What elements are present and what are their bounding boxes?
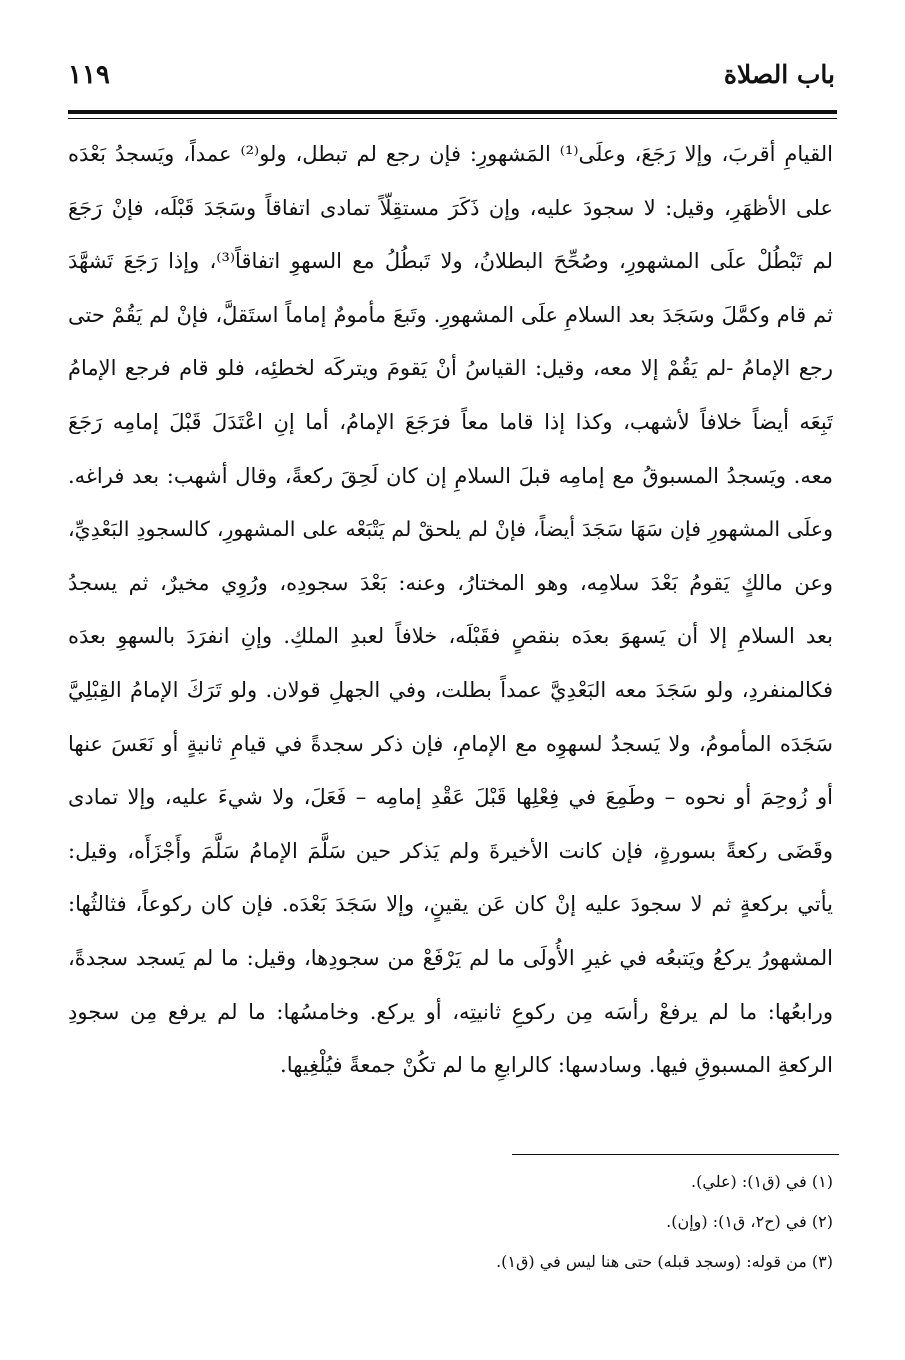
text-line: يأتي بركعةٍ ثم لا سجودَ عليه إنْ كان عَن يقينٍ، وإلا سَجَدَ بَعْدَه. فإن كان ركوعاً، فثالثُها: — [68, 892, 833, 917]
text-line: سَجَدَه المأمومُ، ولا يَسجدُ لسهوِه مع الإمامِ، فإن ذكر سجدةً في قيامِ ثانيةٍ أو نَعَسَ عنها — [68, 731, 833, 756]
chapter-title: باب الصلاة — [723, 60, 835, 89]
text-line: تَبِعَه أيضاً خلافاً لأشهب، وكذا إذا قاما معاً فرَجَعَ الإمامُ، أما إنِ اعْتَدَلَ قَبْلَ إمامِه رَجَعَ — [68, 409, 833, 434]
text-line: الركعةِ المسبوقِ فيها. وسادسها: كالرابعِ ما لم تكُنْ جمعةً فيُلْغِيها. — [280, 1053, 833, 1078]
text-line: بعد السلامِ إلا أن يَسهوَ بعدَه بنقصٍ فقَبْلَه، خلافاً لعبدِ الملكِ. وإنِ انفرَدَ بالسهوِ بعدَه — [68, 624, 833, 649]
footnote: (٢) في (ح٢، ق١): (وإن). — [666, 1212, 833, 1231]
page-header — [68, 58, 835, 98]
text-line: فكالمنفردِ، ولو سَجَدَ معه البَعْدِيَّ عمداً بطلت، وفي الجهلِ قولان. ولو تَرَكَ الإمامُ القِبْلِيَّ — [68, 677, 833, 702]
text-line: وقَضَى ركعةً بسورةٍ، فإن كانت الأخيرةَ ولم يَذكر حين سَلَّمَ الإمامُ سَلَّمَ وأَجْزَأَه، وقيل: — [68, 838, 833, 863]
text-line: رجع الإمامُ -لم يَقُمْ إلا معه، وقيل: القياسُ أنْ يَقومَ ويتركَه لخطئِه، فلو قام فرجع الإمامُ — [68, 356, 833, 381]
text-line: ثم قام وكمَّلَ وسَجَدَ بعد السلامِ علَى المشهورِ. وتَبعَ مأمومٌ إماماً استَقلَّ، فإنْ لم يَقُمْ حتى — [68, 302, 833, 327]
text-line: ورابعُها: ما لم يرفعْ رأسَه مِن ركوعِ ثانيتِه، أو يركع. وخامسُها: ما لم يرفع مِن سجودِ — [68, 999, 833, 1024]
text-line: لم تَبْطُلْ علَى المشهورِ، وصُحِّحَ البطلانُ، ولا تَبطُلُ مع السهوِ اتفاقاً⁽³⁾، وإذا رَجَعَ تَشهَّدَ — [68, 249, 833, 274]
footnote: (١) في (ق١): (علي). — [691, 1172, 833, 1191]
text-line: القيامِ أقربَ، وإلا رَجَعَ، وعلَى⁽¹⁾ المَشهورِ: فإن رجع لم تبطل، ولو⁽²⁾ عمداً، ويَسجدُ بَعْدَه — [68, 142, 833, 166]
footnote-separator — [512, 1154, 839, 1155]
text-line: معه. ويَسجدُ المسبوقُ مع إمامِه قبلَ السلامِ إن كان لَحِقَ ركعةً، وقال أشهب: بعد فراغه. — [68, 463, 833, 488]
main-text — [68, 128, 833, 1093]
header-rule-thick — [68, 110, 837, 114]
text-line: وعلَى المشهورِ فإن سَهَا سَجَدَ أيضاً، فإنْ لم يلحقْ لم يَتْبَعْه على المشهورِ، كالسجودِ البَعْدِيِّ، — [68, 517, 833, 542]
text-line: أو زُوحِمَ أو نحوه – وطَمِعَ في فِعْلِها قَبْلَ عَقْدِ إمامِه – فَعَلَ، ولا شيءَ عليه، وإلا تمادى — [68, 785, 833, 810]
text-line: على الأظهَرِ، وقيل: لا سجودَ عليه، وإن ذَكَرَ مستقِلّاً تمادى اتفاقاً وسَجَدَ قَبْلَه، فإنْ رَجَعَ — [68, 195, 833, 220]
page-number: ١١٩ — [68, 60, 110, 90]
text-line: وعن مالكٍ يَقومُ بَعْدَ سلامِه، وهو المختارُ، وعنه: بَعْدَ سجودِه، ورُوِي مخيرٌ، ثم يسجدُ — [68, 570, 833, 595]
header-rule-thin — [68, 118, 837, 119]
text-line: المشهورُ يركعُ ويَتبعُه في غيرِ الأُولَى ما لم يَرْفَعْ من سجودِها، وقيل: ما لم يَسجد سجدةً، — [68, 945, 833, 970]
footnote: (٣) من قوله: (وسجد قبله) حتى هنا ليس في (ق١). — [496, 1252, 833, 1271]
footnotes — [300, 1162, 833, 1282]
